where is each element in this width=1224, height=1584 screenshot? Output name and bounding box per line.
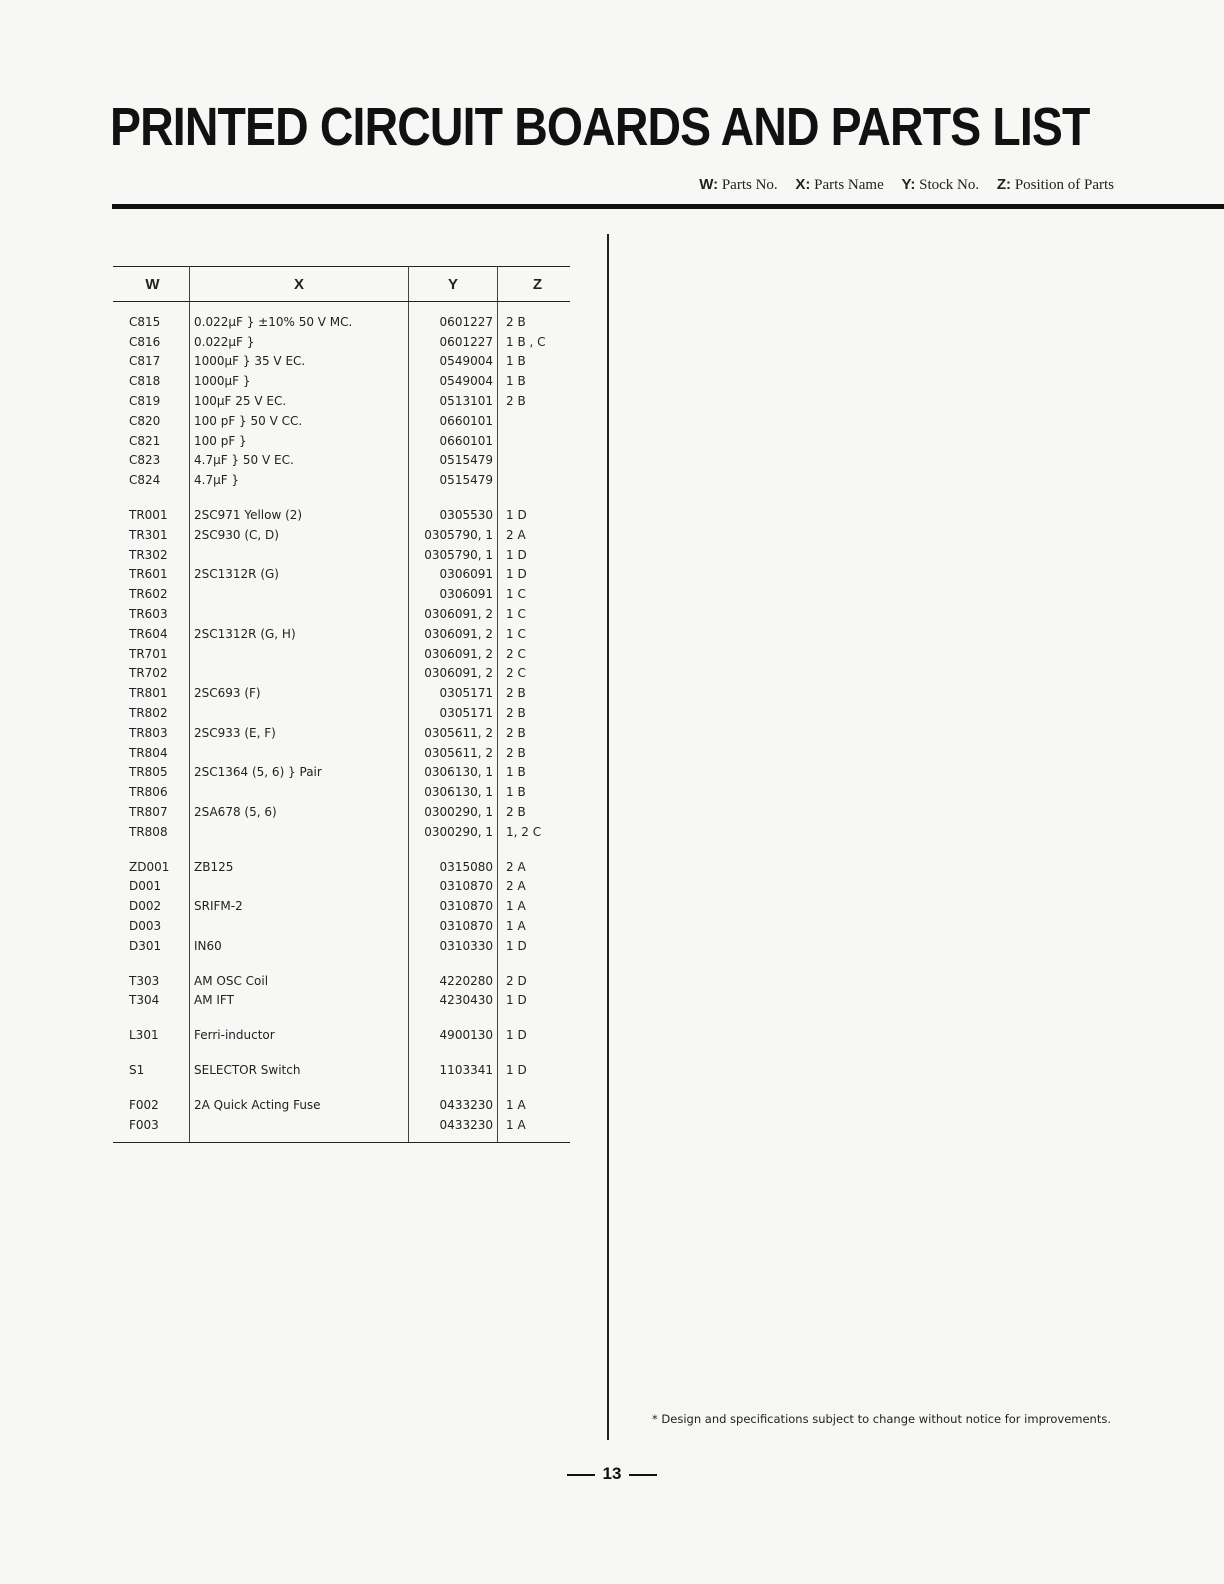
spacer-cell — [409, 1045, 498, 1060]
table-row — [113, 877, 570, 897]
part-name-cell: 2SC971 Yellow (2) — [190, 505, 409, 525]
part-no-cell: C817 — [113, 352, 190, 372]
spacer-cell — [190, 1045, 409, 1060]
position-cell: 1 A — [498, 1115, 571, 1143]
legend-key-z: Z: — [996, 176, 1012, 193]
table-row — [113, 644, 570, 664]
header-x: X — [190, 267, 409, 302]
position-cell: 1 D — [506, 993, 527, 1008]
table-row — [113, 332, 570, 352]
table-row — [113, 782, 570, 802]
part-no-cell: TR702 — [113, 664, 190, 684]
part-no-cell: TR805 — [113, 763, 190, 783]
spacer-cell — [498, 842, 571, 857]
part-name-cell: 4.7μF } — [190, 470, 409, 490]
spacer-cell — [498, 1080, 571, 1095]
part-no-cell: D003 — [113, 916, 190, 936]
part-name-cell: 100 pF } — [190, 431, 409, 451]
part-no-cell: C820 — [113, 411, 190, 431]
stock-no-cell: 0306130, 1 — [409, 763, 498, 783]
table-spacer-row — [113, 1010, 570, 1025]
part-name-cell: SELECTOR Switch — [190, 1060, 409, 1080]
spacer-cell — [113, 956, 190, 971]
position-cell — [498, 431, 571, 451]
stock-no-cell: 0306091, 2 — [409, 644, 498, 664]
stock-no-cell: 0515479 — [409, 470, 498, 490]
part-name-cell — [190, 604, 409, 624]
column-legend — [699, 176, 1114, 194]
spacer-cell — [498, 956, 571, 971]
part-name-cell: 2SC1312R (G, H) — [190, 624, 409, 644]
table-spacer-row — [113, 956, 570, 971]
table-row — [113, 624, 570, 644]
page-number-dash-right — [629, 1474, 657, 1476]
table-row — [113, 971, 570, 991]
legend-label-w: Parts No. — [721, 177, 778, 193]
position-cell: 1 D — [506, 547, 527, 562]
part-no-cell: C819 — [113, 391, 190, 411]
position-cell: 1 C — [506, 607, 526, 622]
stock-no-cell: 4900130 — [409, 1025, 498, 1045]
table-row — [113, 857, 570, 877]
page-number-dash-left — [567, 1474, 595, 1476]
table-row — [113, 302, 570, 332]
spacer-cell — [409, 1080, 498, 1095]
position-cell: 2 B — [506, 745, 526, 760]
spacer-cell — [409, 842, 498, 857]
stock-no-cell: 0305171 — [409, 683, 498, 703]
stock-no-cell: 0310870 — [409, 877, 498, 897]
part-no-cell: C818 — [113, 371, 190, 391]
stock-no-cell: 0305171 — [409, 703, 498, 723]
part-name-cell: 2SC693 (F) — [190, 683, 409, 703]
stock-no-cell: 0306091, 2 — [409, 664, 498, 684]
table-row — [113, 565, 570, 585]
position-cell: 1 B — [506, 354, 526, 369]
table-spacer-row — [113, 1045, 570, 1060]
spacer-cell — [190, 842, 409, 857]
part-no-cell: D001 — [113, 877, 190, 897]
position-cell: 1 B — [506, 785, 526, 800]
column-divider — [607, 234, 609, 1440]
table-row — [113, 683, 570, 703]
part-name-cell: 100μF 25 V EC. — [190, 391, 409, 411]
table-spacer-row — [113, 1080, 570, 1095]
stock-no-cell: 0660101 — [409, 431, 498, 451]
position-cell: 1 A — [506, 919, 526, 933]
part-no-cell: TR603 — [113, 604, 190, 624]
part-name-cell: 0.022μF } ±10% 50 V MC. — [190, 302, 409, 332]
part-no-cell: S1 — [113, 1060, 190, 1080]
table-row — [113, 822, 570, 842]
part-name-cell: AM OSC Coil — [190, 971, 409, 991]
footnote: * Design and specifications subject to change without notice for improvements. — [652, 1412, 1111, 1426]
position-cell — [498, 451, 571, 471]
part-no-cell: F002 — [113, 1095, 190, 1115]
stock-no-cell: 0306091 — [409, 584, 498, 604]
part-no-cell: F003 — [113, 1115, 190, 1143]
header-y: Y — [409, 267, 498, 302]
position-cell: 2 B — [506, 314, 526, 329]
table-row — [113, 352, 570, 372]
position-cell: 2 D — [506, 973, 527, 988]
table-row — [113, 451, 570, 471]
spacer-cell — [190, 956, 409, 971]
stock-no-cell: 0306091, 2 — [409, 624, 498, 644]
part-name-cell — [190, 584, 409, 604]
spacer-cell — [409, 1010, 498, 1025]
stock-no-cell: 0306130, 1 — [409, 782, 498, 802]
page-number — [0, 1464, 1224, 1484]
page-title: PRINTED CIRCUIT BOARDS AND PARTS LIST — [110, 97, 1090, 157]
table-row — [113, 763, 570, 783]
table-spacer-row — [113, 842, 570, 857]
part-no-cell: C815 — [113, 302, 190, 332]
spacer-cell — [409, 956, 498, 971]
stock-no-cell: 0300290, 1 — [409, 802, 498, 822]
part-no-cell: TR808 — [113, 822, 190, 842]
part-no-cell: TR602 — [113, 584, 190, 604]
stock-no-cell: 0549004 — [409, 371, 498, 391]
spacer-cell — [113, 842, 190, 857]
table-row — [113, 896, 570, 916]
table-row — [113, 545, 570, 565]
part-name-cell: 2SC1364 (5, 6) } Pair — [190, 763, 409, 783]
table-row — [113, 664, 570, 684]
part-no-cell: T304 — [113, 991, 190, 1011]
spacer-cell — [498, 1010, 571, 1025]
table-row — [113, 371, 570, 391]
stock-no-cell: 1103341 — [409, 1060, 498, 1080]
parts-table-body — [113, 302, 570, 1143]
position-cell: 2 B — [506, 706, 526, 721]
stock-no-cell: 0315080 — [409, 857, 498, 877]
part-name-cell — [190, 916, 409, 936]
part-no-cell: T303 — [113, 971, 190, 991]
part-no-cell: C823 — [113, 451, 190, 471]
position-cell: 2 B — [506, 686, 526, 701]
stock-no-cell: 0305530 — [409, 505, 498, 525]
position-cell: 2 A — [506, 879, 526, 894]
legend-key-w: W: — [699, 176, 719, 193]
stock-no-cell: 0660101 — [409, 411, 498, 431]
table-row — [113, 1025, 570, 1045]
part-name-cell: SRIFM-2 — [190, 896, 409, 916]
stock-no-cell: 0306091 — [409, 565, 498, 585]
part-name-cell: 4.7μF } 50 V EC. — [190, 451, 409, 471]
spacer-cell — [113, 490, 190, 505]
table-row — [113, 1095, 570, 1115]
part-no-cell: TR301 — [113, 525, 190, 545]
part-name-cell: 2SA678 (5, 6) — [190, 802, 409, 822]
part-name-cell: AM IFT — [190, 991, 409, 1011]
table-row — [113, 411, 570, 431]
header-z: Z — [498, 267, 571, 302]
table-row — [113, 1060, 570, 1080]
position-cell: 1 B — [506, 374, 526, 389]
table-row — [113, 723, 570, 743]
table-header-row — [113, 267, 570, 302]
part-name-cell: 1000μF } 35 V EC. — [190, 352, 409, 372]
part-name-cell: 2SC933 (E, F) — [190, 723, 409, 743]
position-cell: 1 D — [506, 1028, 527, 1043]
header-rule — [112, 204, 1224, 209]
stock-no-cell: 0310870 — [409, 896, 498, 916]
part-name-cell — [190, 664, 409, 684]
part-no-cell: TR604 — [113, 624, 190, 644]
position-cell: 2 B — [506, 805, 526, 820]
position-cell: 1 A — [506, 899, 526, 914]
stock-no-cell: 0433230 — [409, 1115, 498, 1143]
part-no-cell: C824 — [113, 470, 190, 490]
position-cell: 2 B — [506, 725, 526, 740]
parts-table — [113, 266, 570, 1143]
table-row — [113, 525, 570, 545]
part-name-cell: 1000μF } — [190, 371, 409, 391]
stock-no-cell: 0305611, 2 — [409, 723, 498, 743]
part-name-cell: Ferri-inductor — [190, 1025, 409, 1045]
spacer-cell — [190, 490, 409, 505]
part-name-cell: 0.022μF } — [190, 332, 409, 352]
table-row — [113, 391, 570, 411]
legend-label-z: Position of Parts — [1014, 177, 1114, 193]
position-cell: 2 C — [506, 646, 526, 661]
part-name-cell — [190, 822, 409, 842]
stock-no-cell: 0601227 — [409, 302, 498, 332]
part-no-cell: TR801 — [113, 683, 190, 703]
part-no-cell: D002 — [113, 896, 190, 916]
position-cell: 1 D — [506, 1062, 527, 1077]
table-row — [113, 584, 570, 604]
position-cell: 1 A — [506, 1097, 526, 1112]
part-no-cell: TR804 — [113, 743, 190, 763]
legend-key-x: X: — [795, 176, 811, 193]
spacer-cell — [409, 490, 498, 505]
part-no-cell: C821 — [113, 431, 190, 451]
spacer-cell — [113, 1045, 190, 1060]
table-row — [113, 1115, 570, 1143]
page-number-value: 13 — [602, 1464, 622, 1483]
part-no-cell: TR001 — [113, 505, 190, 525]
position-cell: 1, 2 C — [506, 824, 542, 839]
part-name-cell — [190, 703, 409, 723]
table-spacer-row — [113, 490, 570, 505]
part-name-cell — [190, 545, 409, 565]
stock-no-cell: 0305790, 1 — [409, 545, 498, 565]
part-name-cell: 2A Quick Acting Fuse — [190, 1095, 409, 1115]
spacer-cell — [113, 1080, 190, 1095]
part-no-cell: TR302 — [113, 545, 190, 565]
part-no-cell: TR701 — [113, 644, 190, 664]
part-no-cell: D301 — [113, 936, 190, 956]
part-name-cell: ZB125 — [190, 857, 409, 877]
table-row — [113, 802, 570, 822]
table-row — [113, 431, 570, 451]
part-name-cell — [190, 644, 409, 664]
part-name-cell — [190, 782, 409, 802]
legend-label-x: Parts Name — [814, 177, 884, 193]
table-row — [113, 703, 570, 723]
part-name-cell: 2SC930 (C, D) — [190, 525, 409, 545]
legend-label-y: Stock No. — [919, 177, 980, 193]
part-name-cell — [190, 743, 409, 763]
part-no-cell: ZD001 — [113, 857, 190, 877]
position-cell: 1 C — [506, 626, 526, 641]
spacer-cell — [190, 1010, 409, 1025]
table-row — [113, 505, 570, 525]
position-cell: 2 A — [506, 527, 526, 542]
position-cell: 1 C — [506, 587, 526, 602]
stock-no-cell: 0433230 — [409, 1095, 498, 1115]
table-row — [113, 470, 570, 490]
table-row — [113, 916, 570, 936]
part-no-cell: TR803 — [113, 723, 190, 743]
part-name-cell: 2SC1312R (G) — [190, 565, 409, 585]
position-cell: 2 C — [506, 666, 526, 681]
stock-no-cell: 0549004 — [409, 352, 498, 372]
position-cell — [498, 411, 571, 431]
spacer-cell — [498, 1045, 571, 1060]
stock-no-cell: 0515479 — [409, 451, 498, 471]
part-name-cell: IN60 — [190, 936, 409, 956]
stock-no-cell: 4230430 — [409, 991, 498, 1011]
spacer-cell — [190, 1080, 409, 1095]
table-row — [113, 936, 570, 956]
position-cell: 1 D — [506, 508, 527, 523]
spacer-cell — [498, 490, 571, 505]
stock-no-cell: 0601227 — [409, 332, 498, 352]
stock-no-cell: 0305611, 2 — [409, 743, 498, 763]
part-no-cell: TR807 — [113, 802, 190, 822]
stock-no-cell: 4220280 — [409, 971, 498, 991]
part-name-cell — [190, 877, 409, 897]
part-name-cell: 100 pF } 50 V CC. — [190, 411, 409, 431]
table-row — [113, 604, 570, 624]
stock-no-cell: 0305790, 1 — [409, 525, 498, 545]
stock-no-cell: 0310330 — [409, 936, 498, 956]
part-no-cell: TR802 — [113, 703, 190, 723]
stock-no-cell: 0306091, 2 — [409, 604, 498, 624]
position-cell: 2 A — [506, 859, 526, 874]
header-w: W — [113, 267, 190, 302]
position-cell: 1 D — [506, 567, 527, 582]
legend-key-y: Y: — [901, 176, 916, 193]
position-cell: 1 B — [506, 765, 526, 780]
position-cell — [498, 470, 571, 490]
table-row — [113, 991, 570, 1011]
part-no-cell: C816 — [113, 332, 190, 352]
part-no-cell: L301 — [113, 1025, 190, 1045]
stock-no-cell: 0513101 — [409, 391, 498, 411]
position-cell: 2 B — [506, 394, 526, 409]
position-cell: 1 B , C — [506, 334, 546, 349]
position-cell: 1 D — [506, 938, 527, 953]
part-name-cell — [190, 1115, 409, 1143]
part-no-cell: TR601 — [113, 565, 190, 585]
stock-no-cell: 0310870 — [409, 916, 498, 936]
stock-no-cell: 0300290, 1 — [409, 822, 498, 842]
spacer-cell — [113, 1010, 190, 1025]
table-row — [113, 743, 570, 763]
part-no-cell: TR806 — [113, 782, 190, 802]
